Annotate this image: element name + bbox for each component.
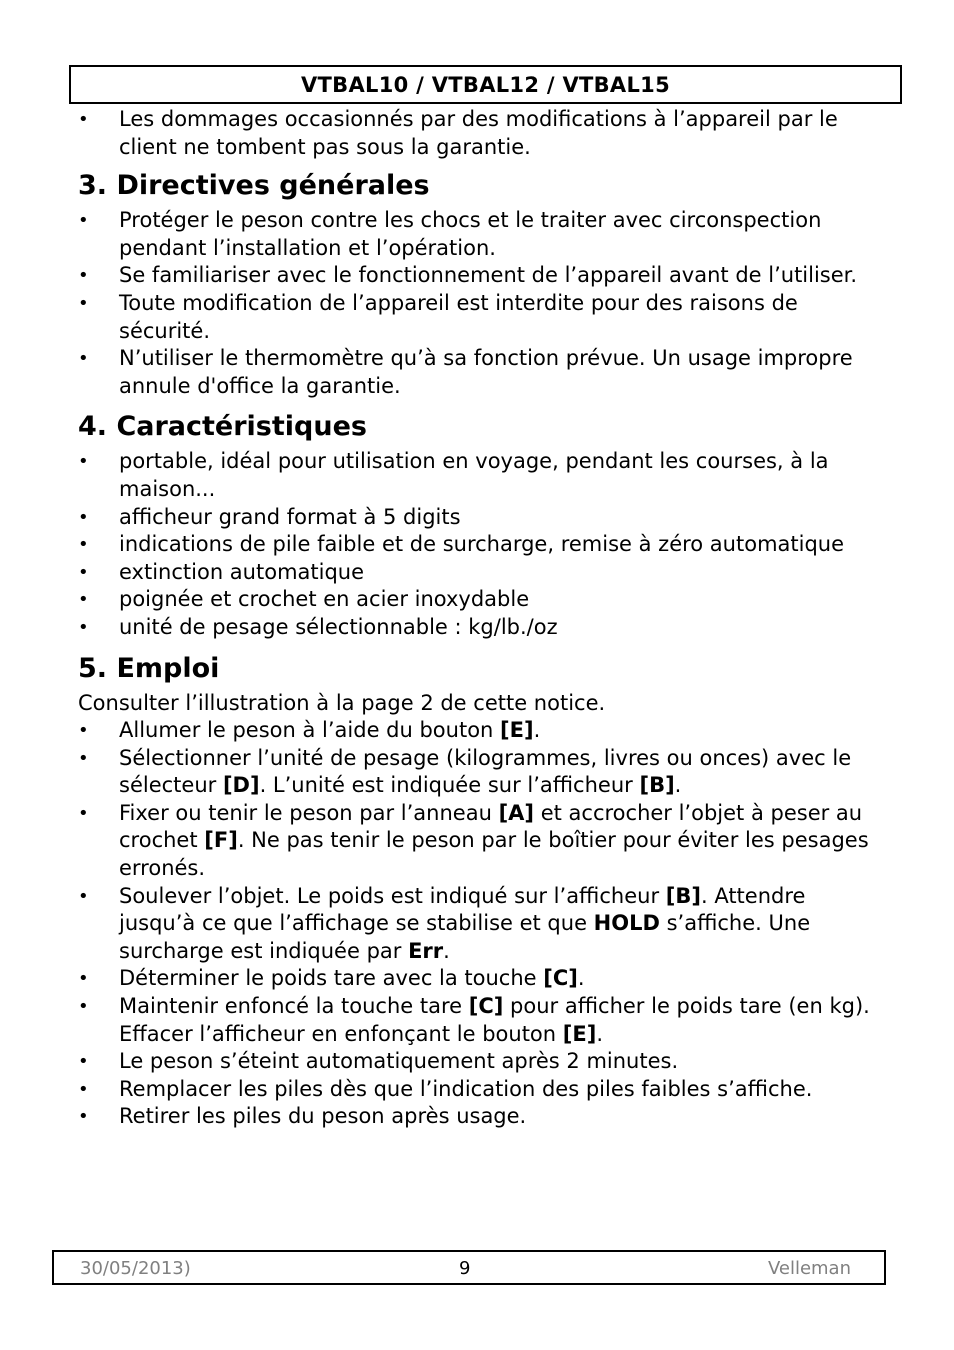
bullet-icon: • bbox=[78, 968, 89, 990]
page-content bbox=[78, 106, 878, 1131]
list-item: • Déterminer le poids tare avec la touche [C]. bbox=[78, 965, 878, 993]
list-item: • Soulever l’objet. Le poids est indiqué sur l’afficheur [B]. Attendre jusqu’à ce que l’affichage se stabilise et que HOLD s’affiche. Une surcharge est indiquée par Err. bbox=[78, 883, 811, 963]
list-item: • Protéger le peson contre les chocs et le traiter avec circonspection pendant l’installation et l’opération. bbox=[78, 208, 822, 260]
header-box bbox=[69, 65, 902, 104]
bullet-icon: • bbox=[78, 109, 89, 130]
list-item: • portable, idéal pour utilisation en voyage, pendant les courses, à la maison... bbox=[78, 449, 829, 501]
list-item: • indications de pile faible et de surcharge, remise à zéro automatique bbox=[78, 531, 878, 559]
list-item: • Fixer ou tenir le peson par l’anneau [A] et accrocher l’objet à peser au crochet [F]. Ne pas tenir le peson par le boîtier pour éviter les pesages erronés. bbox=[78, 800, 869, 881]
bullet-icon: • bbox=[78, 1078, 89, 1100]
bullet-icon: • bbox=[78, 265, 89, 287]
features-list bbox=[78, 448, 878, 641]
list-item: • Toute modification de l’appareil est interdite pour des raisons de sécurité. bbox=[78, 290, 798, 343]
bullet-icon: • bbox=[78, 616, 89, 638]
intro-list bbox=[78, 106, 878, 161]
bullet-icon: • bbox=[78, 720, 89, 742]
list-item: • Allumer le peson à l’aide du bouton [E]. bbox=[78, 717, 878, 745]
directives-list bbox=[78, 207, 878, 400]
footer-brand: Velleman bbox=[767, 1258, 851, 1279]
list-item: • Se familiariser avec le fonctionnement de l’appareil avant de l’utiliser. bbox=[78, 262, 878, 290]
section-heading-emploi: 5. Emploi bbox=[78, 652, 220, 684]
bullet-icon: • bbox=[78, 506, 89, 528]
page-number: 9 bbox=[459, 1258, 471, 1279]
bullet-icon: • bbox=[78, 589, 89, 611]
list-item: • Retirer les piles du peson après usage. bbox=[78, 1103, 878, 1131]
bullet-icon: • bbox=[78, 1106, 89, 1128]
bullet-icon: • bbox=[78, 348, 89, 370]
list-item: • unité de pesage sélectionnable : kg/lb./oz bbox=[78, 614, 878, 642]
bullet-icon: • bbox=[78, 885, 89, 907]
list-item: • N’utiliser le thermomètre qu’à sa fonction prévue. Un usage impropre annule d'office la garantie. bbox=[78, 346, 853, 398]
list-item: • afficheur grand format à 5 digits bbox=[78, 504, 878, 532]
section-heading-directives: 3. Directives générales bbox=[78, 170, 430, 202]
bullet-icon: • bbox=[78, 292, 89, 314]
footer-box bbox=[52, 1250, 886, 1285]
bullet-icon: • bbox=[78, 451, 89, 473]
bullet-icon: • bbox=[78, 747, 89, 769]
list-item: • Maintenir enfoncé la touche tare [C] pour afficher le poids tare (en kg). Effacer l’afficheur en enfonçant le bouton [E]. bbox=[78, 994, 870, 1046]
document-title: VTBAL10 / VTBAL12 / VTBAL15 bbox=[300, 72, 670, 97]
usage-list bbox=[78, 717, 878, 1131]
list-item: • Sélectionner l’unité de pesage (kilogrammes, livres ou onces) avec le sélecteur [D]. L’unité est indiquée sur l’afficheur [B]. bbox=[78, 745, 852, 798]
bullet-icon: • bbox=[78, 802, 89, 824]
list-item: • poignée et crochet en acier inoxydable bbox=[78, 586, 878, 614]
bullet-icon: • bbox=[78, 210, 89, 232]
emploi-intro: Consulter l’illustration à la page 2 de cette notice. bbox=[78, 690, 606, 715]
bullet-icon: • bbox=[78, 534, 89, 556]
list-item: • Le peson s’éteint automatiquement après 2 minutes. bbox=[78, 1048, 878, 1076]
list-item: • Remplacer les piles dès que l’indication des piles faibles s’affiche. bbox=[78, 1076, 878, 1104]
bullet-icon: • bbox=[78, 996, 89, 1018]
bullet-icon: • bbox=[78, 561, 89, 583]
list-item: • extinction automatique bbox=[78, 559, 878, 587]
section-heading-caracteristiques: 4. Caractéristiques bbox=[78, 411, 367, 443]
list-item: • Les dommages occasionnés par des modifications à l’appareil par le client ne tombent pas sous la garantie. bbox=[78, 107, 838, 159]
bullet-icon: • bbox=[78, 1051, 89, 1073]
footer-date: 30/05/2013) bbox=[80, 1258, 191, 1279]
